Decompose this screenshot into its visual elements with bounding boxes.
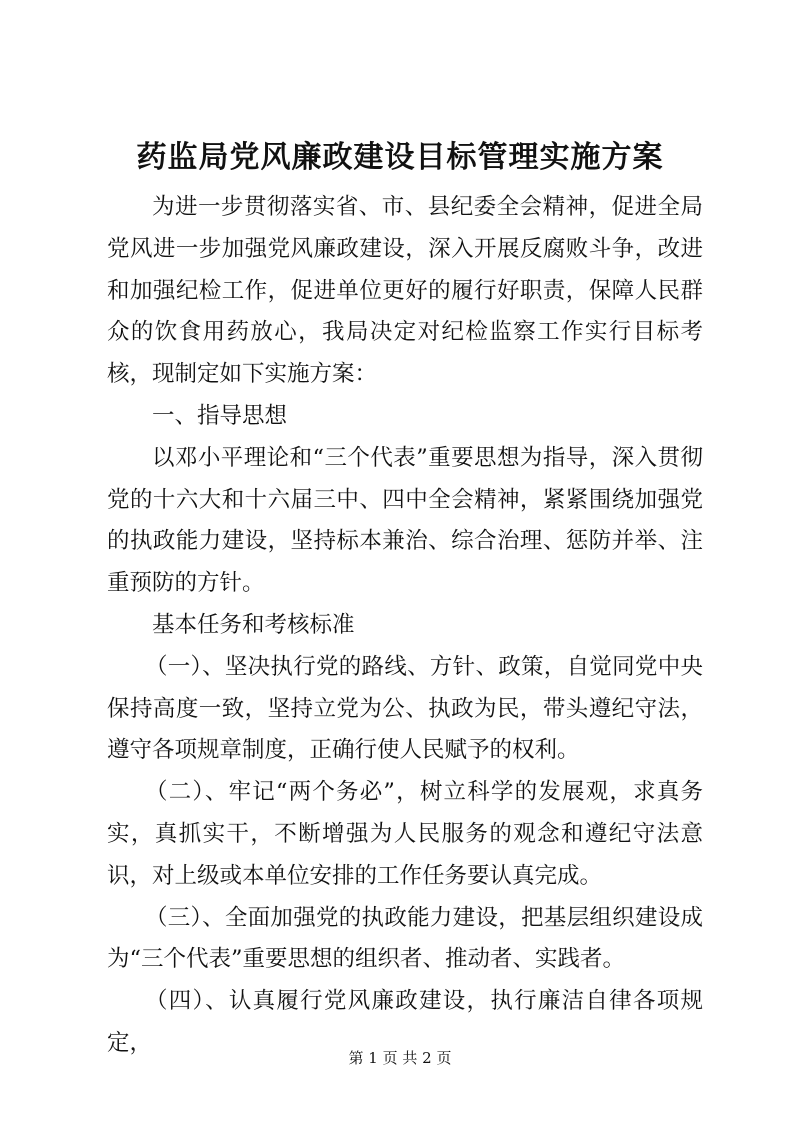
paragraph-item-1: （一）、坚决执行党的路线、方针、政策，自觉同党中央保持高度一致，坚持立党为公、执政为民，带头遵纪守法，遵守各项规章制度，正确行使人民赋予的权利。 xyxy=(107,653,703,764)
paragraph-item-2: （二）、牢记“两个务必”，树立科学的发展观，求真务实，真抓实干，不断增强为人民服务的观念和遵纪守法意识，对上级或本单位安排的工作任务要认真完成。 xyxy=(107,779,703,889)
paragraph-item-3: （三）、全面加强党的执政能力建设，把基层组织建设成为“三个代表”重要思想的组织者、推动者、实践者。 xyxy=(107,904,703,973)
heading-guiding-ideology: 一、指导思想 xyxy=(152,402,288,429)
paragraph-intro: 为进一步贯彻落实省、市、县纪委全会精神，促进全局党风进一步加强党风廉政建设，深入开展反腐败斗争，改进和加强纪检工作，促进单位更好的履行好职责，保障人民群众的饮食用药放心，我局决定对纪检监察工作实行目标考核，现制定如下实施方案： xyxy=(107,194,703,388)
heading-tasks-standards: 基本任务和考核标准 xyxy=(152,611,355,638)
paragraph-guiding-ideology: 以邓小平理论和“三个代表”重要思想为指导，深入贯彻党的十六大和十六届三中、四中全会精神，紧紧围绕加强党的执政能力建设，坚持标本兼治、综合治理、惩防并举、注重预防的方针。 xyxy=(107,444,703,597)
paragraph-item-4: （四）、认真履行党风廉政建设，执行廉洁自律各项规定， xyxy=(107,988,703,1056)
page-title: 药监局党风廉政建设目标管理实施方案 xyxy=(136,140,664,175)
document-body xyxy=(107,187,703,1065)
page-footer: 第 1 页 共 2 页 xyxy=(348,1049,452,1067)
